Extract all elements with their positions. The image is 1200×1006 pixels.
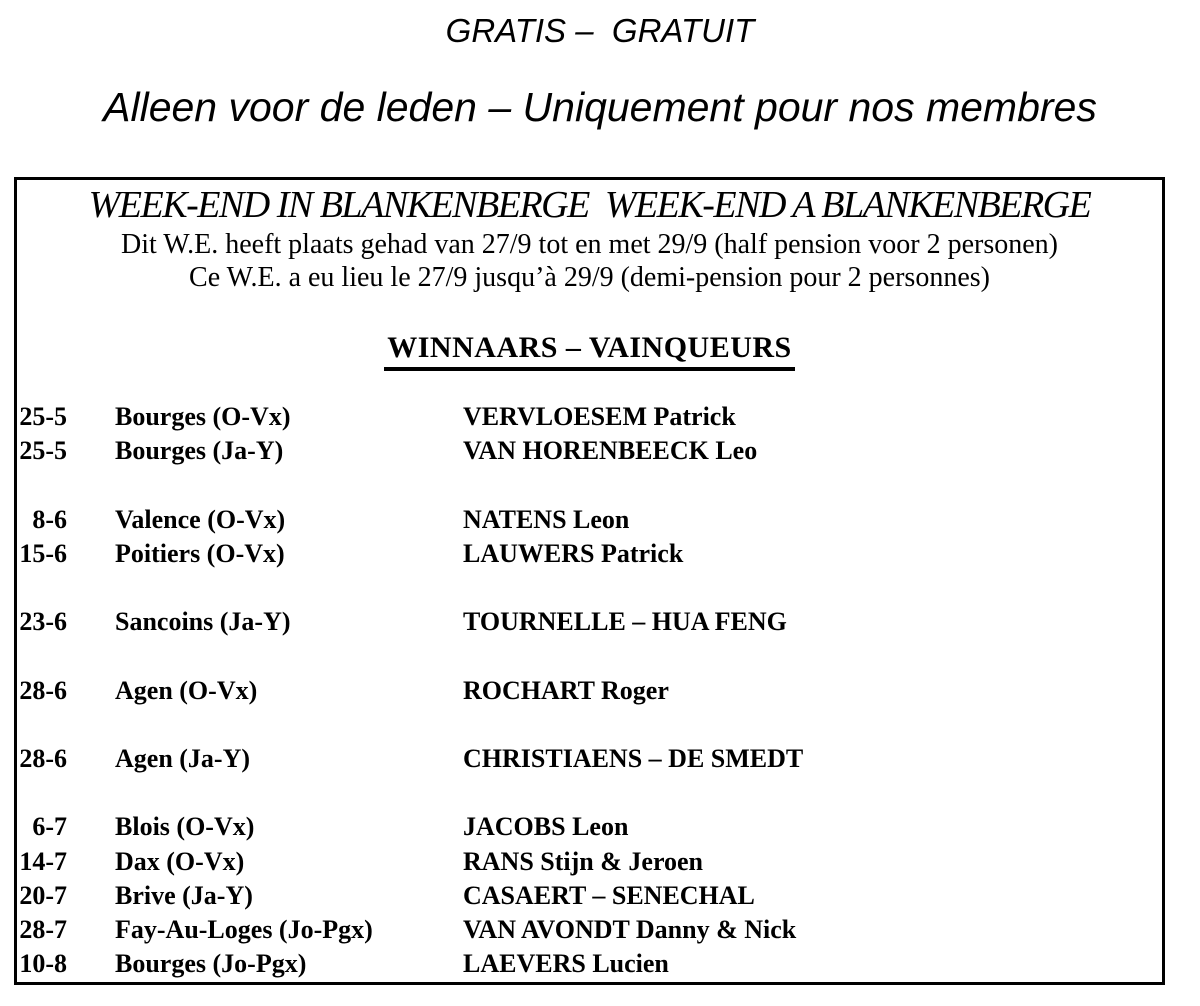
result-date: 8-6 [32,504,67,534]
result-winner: RANS Stijn & Jeroen [463,846,704,876]
result-date: 6-7 [32,812,67,842]
gratis-heading: GRATIS – GRATUIT [445,12,755,49]
winners-heading-wrap [17,330,1162,371]
result-row [17,947,1162,981]
result-race: Agen (Ja-Y) [115,743,251,773]
row-spacer [17,776,1162,810]
result-winner: NATENS Leon [463,504,630,534]
result-race: Bourges (Ja-Y) [115,436,284,466]
result-date: 20-7 [19,880,67,910]
winners-heading: WINNAARS – VAINQUEURS [384,330,794,371]
result-winner: LAUWERS Patrick [463,538,684,568]
result-row [17,742,1162,776]
result-row [17,503,1162,537]
result-date: 28-7 [19,914,67,944]
result-race: Sancoins (Ja-Y) [115,607,291,637]
results-table [17,400,1162,981]
result-winner: CASAERT – SENECHAL [463,880,755,910]
result-winner: VAN AVONDT Danny & Nick [463,914,797,944]
result-date: 25-5 [19,402,67,432]
result-date: 15-6 [19,538,67,568]
result-date: 28-6 [19,743,67,773]
subtitle-french: Ce W.E. a eu lieu le 27/9 jusqu’à 29/9 (demi-pension pour 2 personnes) [189,262,990,293]
row-spacer [17,708,1162,742]
result-race: Agen (O-Vx) [115,675,258,705]
result-race: Fay-Au-Loges (Jo-Pgx) [115,914,373,944]
result-winner: LAEVERS Lucien [463,949,669,979]
result-row [17,605,1162,639]
weekend-results-box [14,177,1165,985]
row-spacer [17,571,1162,605]
result-winner: ROCHART Roger [463,675,669,705]
result-race: Dax (O-Vx) [115,846,245,876]
result-row [17,537,1162,571]
result-row [17,434,1162,468]
result-race: Bourges (O-Vx) [115,402,291,432]
result-date: 10-8 [19,949,67,979]
subtitle-dutch: Dit W.E. heeft plaats gehad van 27/9 tot en met 29/9 (half pension voor 2 personen) [120,229,1058,260]
result-date: 25-5 [19,436,67,466]
result-row [17,844,1162,878]
result-winner: TOURNELLE – HUA FENG [463,607,787,637]
row-spacer [17,639,1162,673]
result-race: Brive (Ja-Y) [115,880,253,910]
result-row [17,810,1162,844]
result-winner: VERVLOESEM Patrick [463,402,736,432]
result-winner: CHRISTIAENS – DE SMEDT [463,743,804,773]
members-heading: Alleen voor de leden – Uniquement pour nos membres [103,84,1097,130]
box-title: WEEK-END IN BLANKENBERGE WEEK-END A BLANKENBERGE [88,184,1091,226]
result-date: 14-7 [19,846,67,876]
result-race: Valence (O-Vx) [115,504,286,534]
result-row [17,879,1162,913]
result-date: 23-6 [19,607,67,637]
result-winner: VAN HORENBEECK Leo [463,436,758,466]
result-row [17,400,1162,434]
row-spacer [17,468,1162,502]
result-race: Blois (O-Vx) [115,812,255,842]
result-race: Bourges (Jo-Pgx) [115,949,307,979]
result-row [17,674,1162,708]
result-row [17,913,1162,947]
result-date: 28-6 [19,675,67,705]
result-winner: JACOBS Leon [463,812,629,842]
result-race: Poitiers (O-Vx) [115,538,285,568]
